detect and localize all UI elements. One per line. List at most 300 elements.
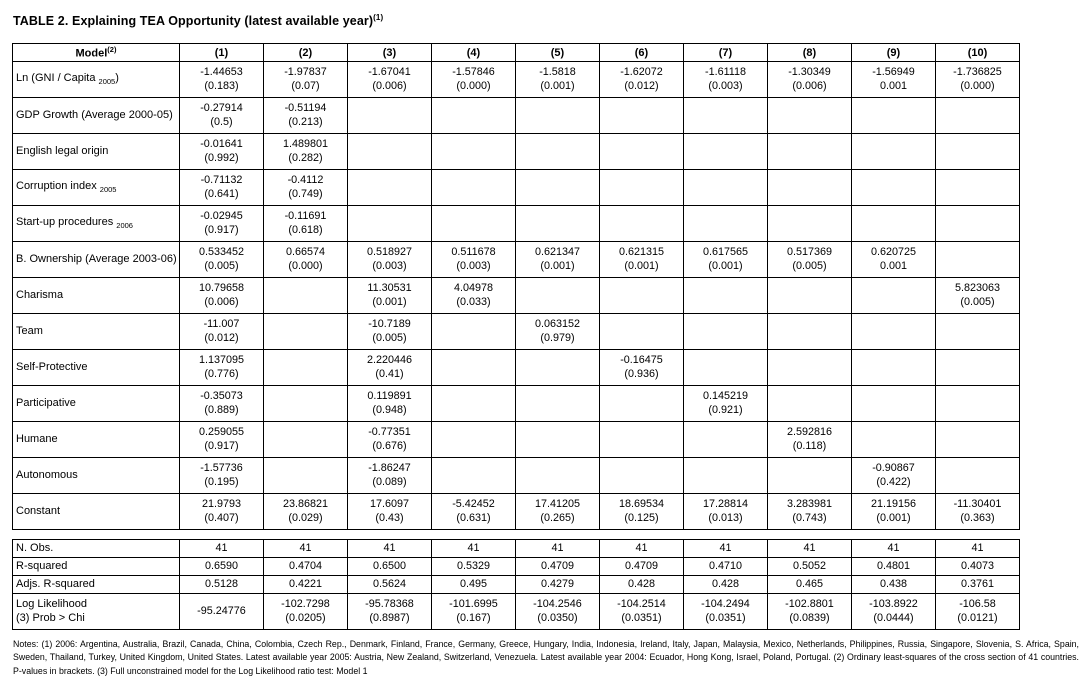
- stat-label: Log Likelihood (3) Prob > Chi: [13, 594, 180, 630]
- coefficient-cell: [516, 278, 600, 314]
- coefficient-cell: [684, 422, 768, 458]
- coefficient-cell: [432, 134, 516, 170]
- p-value: (0.183): [204, 79, 239, 92]
- coefficient-cell: [936, 62, 1020, 98]
- coefficient-cell: [852, 458, 936, 494]
- coefficient-cell: [432, 386, 516, 422]
- coef-value: 0.4709: [624, 559, 659, 572]
- coefficient-cell: [936, 242, 1020, 278]
- coef-value: -104.2494: [701, 598, 750, 611]
- stat-cell: [936, 576, 1020, 594]
- coefficient-cell: [180, 134, 264, 170]
- coefficient-cell: [768, 494, 852, 530]
- coef-value: -95.78368: [365, 598, 414, 611]
- coefficient-cell: [432, 62, 516, 98]
- coef-value: 4.04978: [453, 282, 494, 295]
- coefficient-cell: [852, 422, 936, 458]
- stat-cell: [264, 540, 348, 558]
- coefficient-cell: [264, 386, 348, 422]
- label-subscript: 2005: [98, 77, 116, 87]
- model-column-header: (2): [264, 44, 348, 62]
- stat-row: [13, 576, 1020, 594]
- coef-value: 0.4801: [876, 559, 911, 572]
- title-note-ref: (1): [373, 13, 384, 22]
- stat-cell: [852, 540, 936, 558]
- coefficient-cell: [768, 458, 852, 494]
- p-value: (0.005): [792, 259, 827, 272]
- coef-value: 0.533452: [198, 246, 245, 259]
- coef-value: 17.28814: [702, 498, 749, 511]
- model-column-header: (4): [432, 44, 516, 62]
- coefficient-cell: [600, 494, 684, 530]
- coef-value: -95.24776: [197, 604, 246, 617]
- fit-statistics-table: [12, 539, 1020, 630]
- stat-cell: [600, 576, 684, 594]
- stat-cell: [600, 594, 684, 630]
- stat-label: Adjs. R-squared: [13, 576, 180, 594]
- model-column-header: (9): [852, 44, 936, 62]
- p-value: (0.005): [960, 295, 995, 308]
- coef-value: -1.56949: [872, 66, 915, 79]
- p-value: (0.118): [792, 439, 827, 452]
- coefficient-cell: [348, 206, 432, 242]
- coef-value: 5.823063: [954, 282, 1001, 295]
- coef-value: 21.9793: [201, 498, 242, 511]
- stat-cell: [768, 540, 852, 558]
- p-value: (0.641): [204, 187, 239, 200]
- coef-value: -103.8922: [869, 598, 918, 611]
- stat-cell: [516, 558, 600, 576]
- coefficient-cell: [684, 242, 768, 278]
- p-value: (0.8987): [369, 611, 410, 624]
- coef-value: -0.35073: [200, 390, 243, 403]
- model-column-header: (10): [936, 44, 1020, 62]
- coefficient-cell: [264, 422, 348, 458]
- coef-value: -106.58: [959, 598, 996, 611]
- coef-value: 0.5128: [204, 577, 239, 590]
- p-value: (0.0444): [873, 611, 914, 624]
- coefficient-cell: [264, 98, 348, 134]
- stat-cell: [432, 576, 516, 594]
- coef-value: 23.86821: [282, 498, 329, 511]
- variable-label: Self-Protective: [13, 350, 180, 386]
- p-value: (0.213): [288, 115, 323, 128]
- coefficient-cell: [432, 458, 516, 494]
- coefficient-cell: [684, 206, 768, 242]
- p-value: (0.012): [204, 331, 239, 344]
- coef-value: -1.57736: [200, 462, 243, 475]
- regression-table: [12, 43, 1020, 530]
- stat-cell: [768, 594, 852, 630]
- p-value: (0.422): [876, 475, 911, 488]
- coefficient-cell: [600, 350, 684, 386]
- variable-label: Team: [13, 314, 180, 350]
- coef-value: 0.621347: [534, 246, 581, 259]
- coefficient-cell: [180, 278, 264, 314]
- coef-value: 0.4710: [708, 559, 743, 572]
- coefficient-cell: [516, 242, 600, 278]
- coefficient-cell: [600, 242, 684, 278]
- coef-value: 0.620725: [870, 246, 917, 259]
- coef-value: -102.8801: [785, 598, 834, 611]
- coefficient-cell: [600, 422, 684, 458]
- coef-value: 41: [215, 541, 228, 554]
- p-value: (0.0350): [537, 611, 578, 624]
- coef-value: -104.2514: [617, 598, 666, 611]
- p-value: (0.001): [372, 295, 407, 308]
- coefficient-cell: [516, 458, 600, 494]
- coefficient-cell: [432, 278, 516, 314]
- coef-value: 11.30531: [367, 282, 412, 295]
- coefficient-cell: [852, 350, 936, 386]
- variable-row: [13, 494, 1020, 530]
- coefficient-cell: [768, 98, 852, 134]
- variable-row: [13, 98, 1020, 134]
- coef-value: -102.7298: [281, 598, 330, 611]
- coef-value: 17.6097: [369, 498, 410, 511]
- coef-value: -0.4112: [287, 174, 324, 187]
- p-value: (0.917): [204, 223, 239, 236]
- p-value: (0.936): [624, 367, 659, 380]
- coefficient-cell: [180, 386, 264, 422]
- coefficient-cell: [432, 350, 516, 386]
- coef-value: -11.007: [203, 318, 240, 331]
- coefficient-cell: [600, 98, 684, 134]
- coef-value: 0.119891: [367, 390, 412, 403]
- coef-value: 0.6590: [204, 559, 239, 572]
- stat-cell: [852, 576, 936, 594]
- p-value: (0.41): [375, 367, 404, 380]
- p-value: (0.992): [204, 151, 239, 164]
- coefficient-cell: [348, 278, 432, 314]
- variable-row: [13, 170, 1020, 206]
- p-value: (0.43): [375, 511, 404, 524]
- p-value: (0.979): [540, 331, 575, 344]
- coefficient-cell: [768, 206, 852, 242]
- variable-label: Autonomous: [13, 458, 180, 494]
- coefficient-cell: [516, 134, 600, 170]
- p-value: (0.000): [288, 259, 323, 272]
- coef-value: -1.57846: [452, 66, 495, 79]
- coef-value: 0.428: [627, 577, 656, 590]
- coefficient-cell: [180, 206, 264, 242]
- stat-row: [13, 540, 1020, 558]
- p-value: (0.000): [960, 79, 995, 92]
- coefficient-cell: [264, 134, 348, 170]
- p-value: (0.265): [540, 511, 575, 524]
- p-value: (0.07): [291, 79, 320, 92]
- p-value: (0.749): [288, 187, 323, 200]
- stat-cell: [264, 576, 348, 594]
- coefficient-cell: [516, 314, 600, 350]
- p-value: (0.033): [456, 295, 491, 308]
- coefficient-cell: [348, 314, 432, 350]
- p-value: (0.195): [204, 475, 239, 488]
- coefficient-cell: [600, 314, 684, 350]
- coefficient-cell: [516, 386, 600, 422]
- coefficient-cell: [264, 458, 348, 494]
- coefficient-cell: [852, 170, 936, 206]
- coefficient-cell: [600, 134, 684, 170]
- coefficient-cell: [180, 494, 264, 530]
- variable-row: [13, 134, 1020, 170]
- coefficient-cell: [936, 422, 1020, 458]
- coef-value: 21.19156: [870, 498, 917, 511]
- p-value: (0.0839): [789, 611, 830, 624]
- coef-value: 0.428: [711, 577, 740, 590]
- coefficient-cell: [600, 458, 684, 494]
- p-value: (0.013): [708, 511, 743, 524]
- coef-value: -1.5818: [539, 66, 576, 79]
- p-value: (0.005): [372, 331, 407, 344]
- coefficient-cell: [180, 422, 264, 458]
- model-header-cell: [13, 44, 180, 62]
- p-value: (0.618): [288, 223, 323, 236]
- variable-row: [13, 458, 1020, 494]
- coef-value: 41: [719, 541, 732, 554]
- coef-value: 2.592816: [786, 426, 833, 439]
- variable-label: GDP Growth (Average 2000-05): [13, 98, 180, 134]
- coefficient-cell: [600, 386, 684, 422]
- stat-row: [13, 594, 1020, 630]
- p-value: (0.921): [708, 403, 743, 416]
- coef-value: 3.283981: [786, 498, 833, 511]
- stat-cell: [600, 558, 684, 576]
- coef-value: -5.42452: [452, 498, 495, 511]
- p-value: (0.0205): [285, 611, 326, 624]
- stat-cell: [684, 558, 768, 576]
- coefficient-cell: [348, 242, 432, 278]
- coefficient-cell: [684, 62, 768, 98]
- coefficient-cell: [516, 62, 600, 98]
- stat-cell: [180, 576, 264, 594]
- coef-value: 0.438: [879, 577, 908, 590]
- coefficient-cell: [852, 494, 936, 530]
- p-value: 0.001: [879, 79, 908, 92]
- coef-value: 0.4221: [288, 577, 323, 590]
- p-value: (0.363): [960, 511, 995, 524]
- stat-cell: [348, 594, 432, 630]
- p-value: (0.5): [210, 115, 233, 128]
- variable-label: Participative: [13, 386, 180, 422]
- coefficient-cell: [432, 206, 516, 242]
- variable-row: [13, 62, 1020, 98]
- stat-cell: [180, 558, 264, 576]
- coef-value: 41: [467, 541, 480, 554]
- coef-value: 0.465: [795, 577, 824, 590]
- stat-cell: [684, 576, 768, 594]
- variable-row: [13, 314, 1020, 350]
- coefficient-cell: [432, 422, 516, 458]
- coefficient-cell: [180, 242, 264, 278]
- coefficient-cell: [684, 278, 768, 314]
- coefficient-cell: [516, 206, 600, 242]
- coef-value: 0.5624: [372, 577, 407, 590]
- variable-label: B. Ownership (Average 2003-06): [13, 242, 180, 278]
- coefficient-cell: [516, 350, 600, 386]
- p-value: (0.012): [624, 79, 659, 92]
- stat-cell: [516, 540, 600, 558]
- coefficient-cell: [348, 62, 432, 98]
- coef-value: 0.4709: [540, 559, 575, 572]
- stat-cell: [852, 594, 936, 630]
- stat-cell: [264, 558, 348, 576]
- stat-row: [13, 558, 1020, 576]
- coefficient-cell: [516, 170, 600, 206]
- p-value: (0.0351): [705, 611, 746, 624]
- coef-value: -1.67041: [368, 66, 411, 79]
- coef-value: -1.61118: [704, 66, 747, 79]
- coefficient-cell: [936, 350, 1020, 386]
- coef-value: -0.71132: [200, 174, 243, 187]
- p-value: (0.029): [288, 511, 323, 524]
- coefficient-cell: [348, 422, 432, 458]
- coefficient-cell: [768, 386, 852, 422]
- coefficient-cell: [264, 278, 348, 314]
- stat-cell: [432, 558, 516, 576]
- label-subscript: 2005: [99, 185, 117, 195]
- stat-cell: [264, 594, 348, 630]
- coefficient-cell: [936, 494, 1020, 530]
- coefficient-cell: [936, 458, 1020, 494]
- p-value: (0.000): [456, 79, 491, 92]
- p-value: (0.001): [708, 259, 743, 272]
- coefficient-cell: [180, 62, 264, 98]
- stat-cell: [516, 594, 600, 630]
- coef-value: 0.4073: [960, 559, 995, 572]
- coefficient-cell: [768, 134, 852, 170]
- coefficient-cell: [264, 494, 348, 530]
- variable-row: [13, 278, 1020, 314]
- coefficient-cell: [264, 350, 348, 386]
- stat-cell: [936, 540, 1020, 558]
- stat-cell: [348, 540, 432, 558]
- coef-value: 18.69534: [618, 498, 665, 511]
- p-value: (0.003): [708, 79, 743, 92]
- coef-value: 41: [803, 541, 816, 554]
- coefficient-cell: [936, 278, 1020, 314]
- coefficient-cell: [936, 170, 1020, 206]
- coef-value: 0.4704: [288, 559, 323, 572]
- variable-label: Start-up procedures $_{2006}$: [13, 206, 180, 242]
- p-value: (0.0351): [621, 611, 662, 624]
- coef-value: -1.97837: [284, 66, 327, 79]
- coef-value: 0.495: [459, 577, 488, 590]
- coefficient-cell: [936, 314, 1020, 350]
- label-subscript: 2006: [116, 221, 133, 231]
- coef-value: 0.3761: [960, 577, 995, 590]
- stat-cell: [936, 558, 1020, 576]
- p-value: (0.167): [456, 611, 491, 624]
- model-column-header: (6): [600, 44, 684, 62]
- coefficient-cell: [852, 62, 936, 98]
- stat-cell: [684, 594, 768, 630]
- stat-cell: [348, 558, 432, 576]
- coef-value: 17.41205: [534, 498, 581, 511]
- coef-value: 0.063152: [534, 318, 581, 331]
- coefficient-cell: [348, 386, 432, 422]
- variable-label: Corruption index $_{2005}$: [13, 170, 180, 206]
- coef-value: -0.77351: [368, 426, 411, 439]
- coefficient-cell: [684, 98, 768, 134]
- coefficient-cell: [432, 242, 516, 278]
- coef-value: -0.27914: [200, 102, 243, 115]
- coef-value: 0.145219: [702, 390, 749, 403]
- p-value: (0.407): [204, 511, 239, 524]
- stat-label: R-squared: [13, 558, 180, 576]
- p-value: (0.889): [204, 403, 239, 416]
- p-value: (0.006): [204, 295, 239, 308]
- coefficient-cell: [348, 350, 432, 386]
- coef-value: -0.01641: [200, 138, 243, 151]
- coefficient-cell: [936, 206, 1020, 242]
- coefficient-cell: [936, 98, 1020, 134]
- coef-value: 41: [971, 541, 984, 554]
- coefficient-cell: [852, 206, 936, 242]
- variable-row: [13, 386, 1020, 422]
- coefficient-cell: [684, 134, 768, 170]
- coefficient-cell: [600, 278, 684, 314]
- stat-label: N. Obs.: [13, 540, 180, 558]
- coef-value: 0.5052: [792, 559, 827, 572]
- coefficient-cell: [852, 314, 936, 350]
- coefficient-cell: [684, 494, 768, 530]
- p-value: (0.631): [456, 511, 491, 524]
- stat-cell: [768, 558, 852, 576]
- model-column-header: (3): [348, 44, 432, 62]
- stat-cell: [852, 558, 936, 576]
- coef-value: -1.44653: [200, 66, 243, 79]
- coef-value: -11.30401: [953, 498, 1002, 511]
- coef-value: -10.7189: [368, 318, 411, 331]
- coefficient-cell: [768, 170, 852, 206]
- stat-cell: [180, 594, 264, 630]
- coef-value: -0.11691: [284, 210, 327, 223]
- coefficient-cell: [432, 98, 516, 134]
- coefficient-cell: [180, 314, 264, 350]
- stat-cell: [180, 540, 264, 558]
- coef-value: -0.51194: [284, 102, 327, 115]
- p-value: (0.743): [792, 511, 827, 524]
- p-value: (0.001): [540, 259, 575, 272]
- p-value: (0.003): [372, 259, 407, 272]
- coefficient-cell: [264, 242, 348, 278]
- table-title-text: TABLE 2. Explaining TEA Opportunity (latest available year): [13, 14, 374, 29]
- coefficient-cell: [180, 98, 264, 134]
- coefficient-cell: [768, 422, 852, 458]
- coefficient-cell: [180, 458, 264, 494]
- coef-value: 41: [887, 541, 900, 554]
- variable-row: [13, 350, 1020, 386]
- coef-value: 41: [635, 541, 648, 554]
- coefficient-cell: [852, 98, 936, 134]
- p-value: (0.005): [204, 259, 239, 272]
- coefficient-cell: [936, 134, 1020, 170]
- model-column-header: (8): [768, 44, 852, 62]
- coefficient-cell: [264, 206, 348, 242]
- stat-cell: [432, 594, 516, 630]
- coefficient-cell: [936, 386, 1020, 422]
- stat-cell: [516, 576, 600, 594]
- coefficient-cell: [264, 62, 348, 98]
- coef-value: 0.4279: [540, 577, 575, 590]
- variable-row: [13, 422, 1020, 458]
- variable-label: Ln (GNI / Capita $_{2005}$): [13, 62, 180, 98]
- coef-value: 0.517369: [786, 246, 833, 259]
- coef-value: 41: [383, 541, 396, 554]
- model-column-header: (7): [684, 44, 768, 62]
- table-title: [13, 13, 1078, 28]
